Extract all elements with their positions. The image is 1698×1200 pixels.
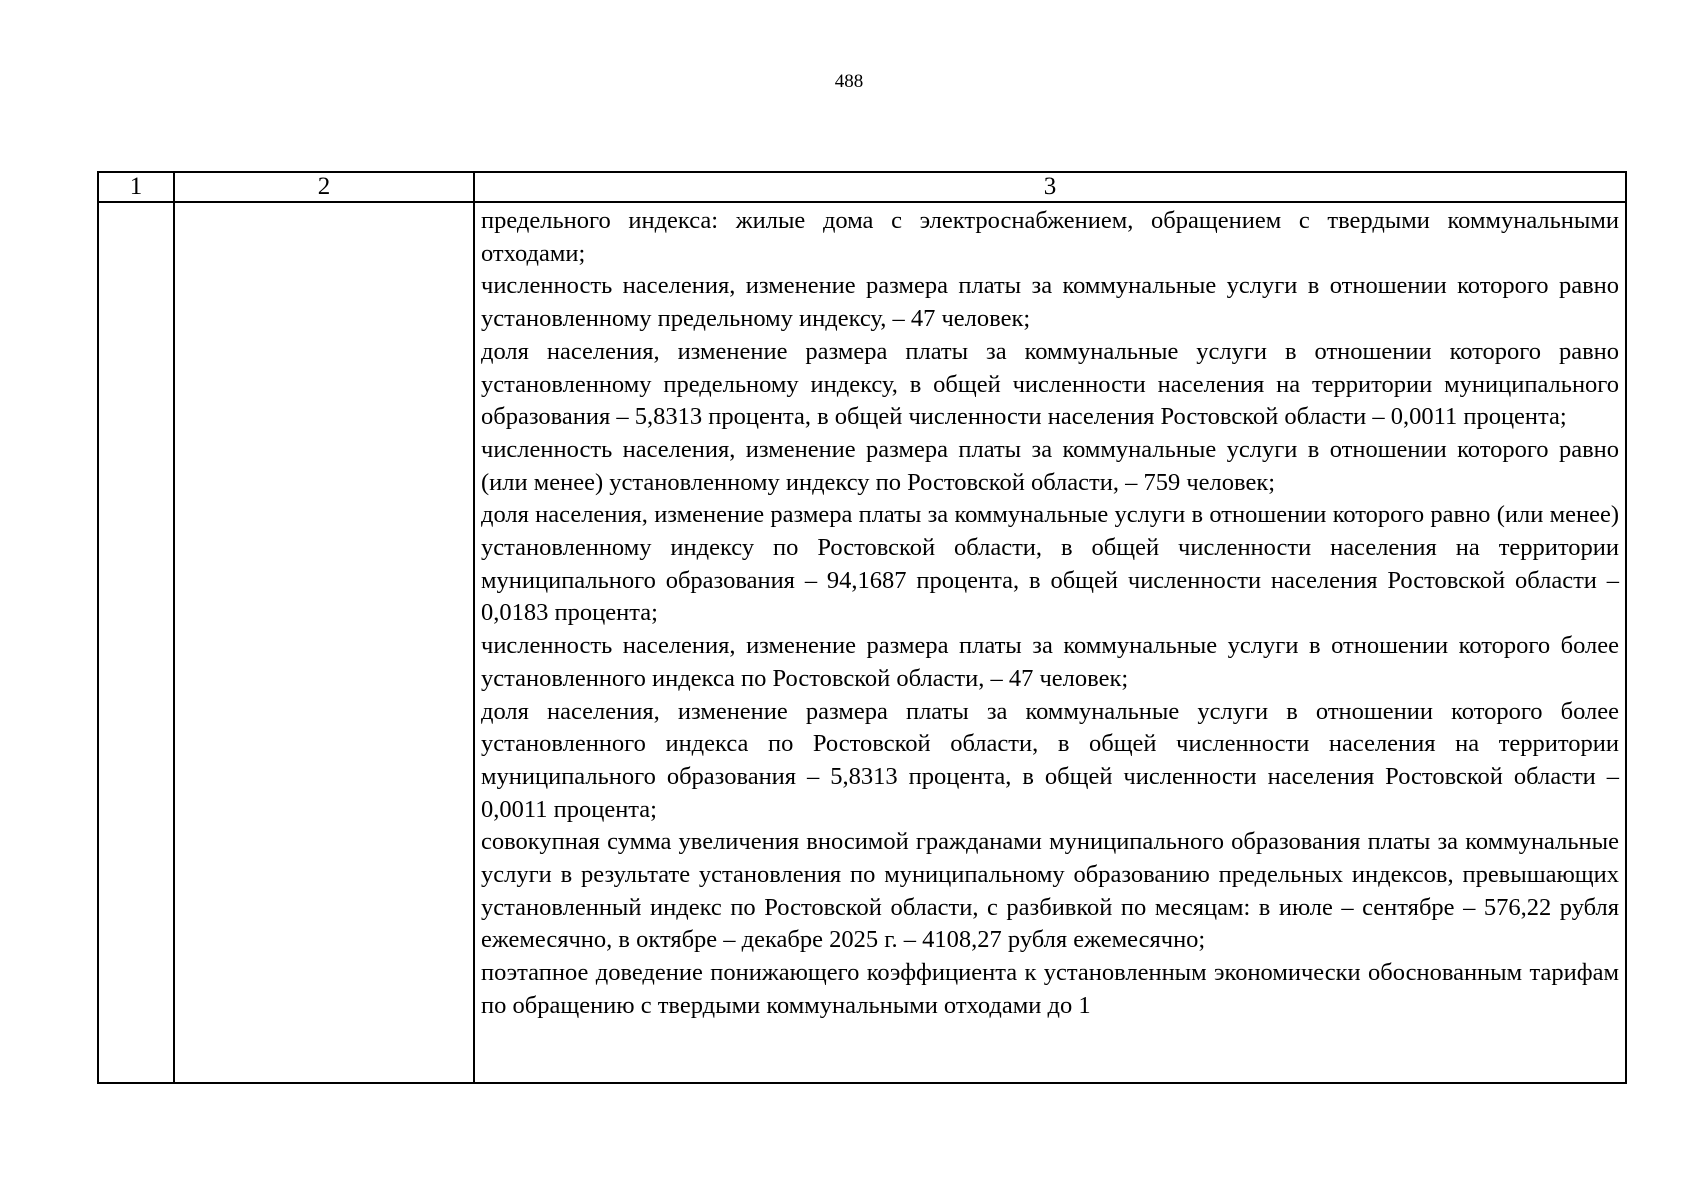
cell-col-2 xyxy=(174,202,474,1083)
header-col-2: 2 xyxy=(174,172,474,202)
paragraph: совокупная сумма увеличения вносимой гражданами муниципального образования платы за коммунальные услуги в результате установления по муниципальному образованию предельных индексов, превышающих установленный индекс по Ростовской области, с разбивкой по месяцам: в июле – сентябре – 576,22 рубля ежемесячно, в октябре – декабре 2025 г. – 4108,27 рубля ежемесячно; xyxy=(481,828,1619,954)
cell-col-3 xyxy=(474,202,1626,1083)
paragraph: поэтапное доведение понижающего коэффициента к установленным экономически обоснованным тарифам по обращению с твердыми коммунальными отходами до 1 xyxy=(481,959,1619,1019)
paragraph: доля населения, изменение размера платы за коммунальные услуги в отношении которого более установленного индекса по Ростовской области, в общей численности населения на территории муниципального образования – 5,8313 процента, в общей численности населения Ростовской области – 0,0011 процента; xyxy=(481,697,1619,823)
document-table xyxy=(97,171,1627,1084)
header-col-1: 1 xyxy=(98,172,174,202)
cell-col-1 xyxy=(98,202,174,1083)
table-row xyxy=(98,202,1626,1083)
table-header-row xyxy=(98,172,1626,202)
page-number: 488 xyxy=(834,71,864,92)
paragraph: численность населения, изменение размера платы за коммунальные услуги в отношении которого равно (или менее) установленному индексу по Ростовской области, – 759 человек; xyxy=(481,435,1619,496)
header-col-3: 3 xyxy=(474,172,1626,202)
paragraph: доля населения, изменение размера платы за коммунальные услуги в отношении которого равно (или менее) установленному индексу по Ростовской области, в общей численности населения на территории муниципального образования – 94,1687 процента, в общей численности населения Ростовской области – 0,0183 процента; xyxy=(481,501,1619,627)
paragraph: численность населения, изменение размера платы за коммунальные услуги в отношении которого равно установленному предельному индексу, – 47 человек; xyxy=(481,272,1619,333)
paragraph: численность населения, изменение размера платы за коммунальные услуги в отношении которого более установленного индекса по Ростовской области, – 47 человек; xyxy=(481,632,1619,692)
paragraph: доля населения, изменение размера платы за коммунальные услуги в отношении которого равно установленному предельному индексу, в общей численности населения на территории муниципального образования – 5,8313 процента, в общей численности населения Ростовской области – 0,0011 процента; xyxy=(481,337,1619,431)
paragraph: предельного индекса: жилые дома с электроснабжением, обращением с твердыми коммунальными отходами; xyxy=(481,207,1619,267)
